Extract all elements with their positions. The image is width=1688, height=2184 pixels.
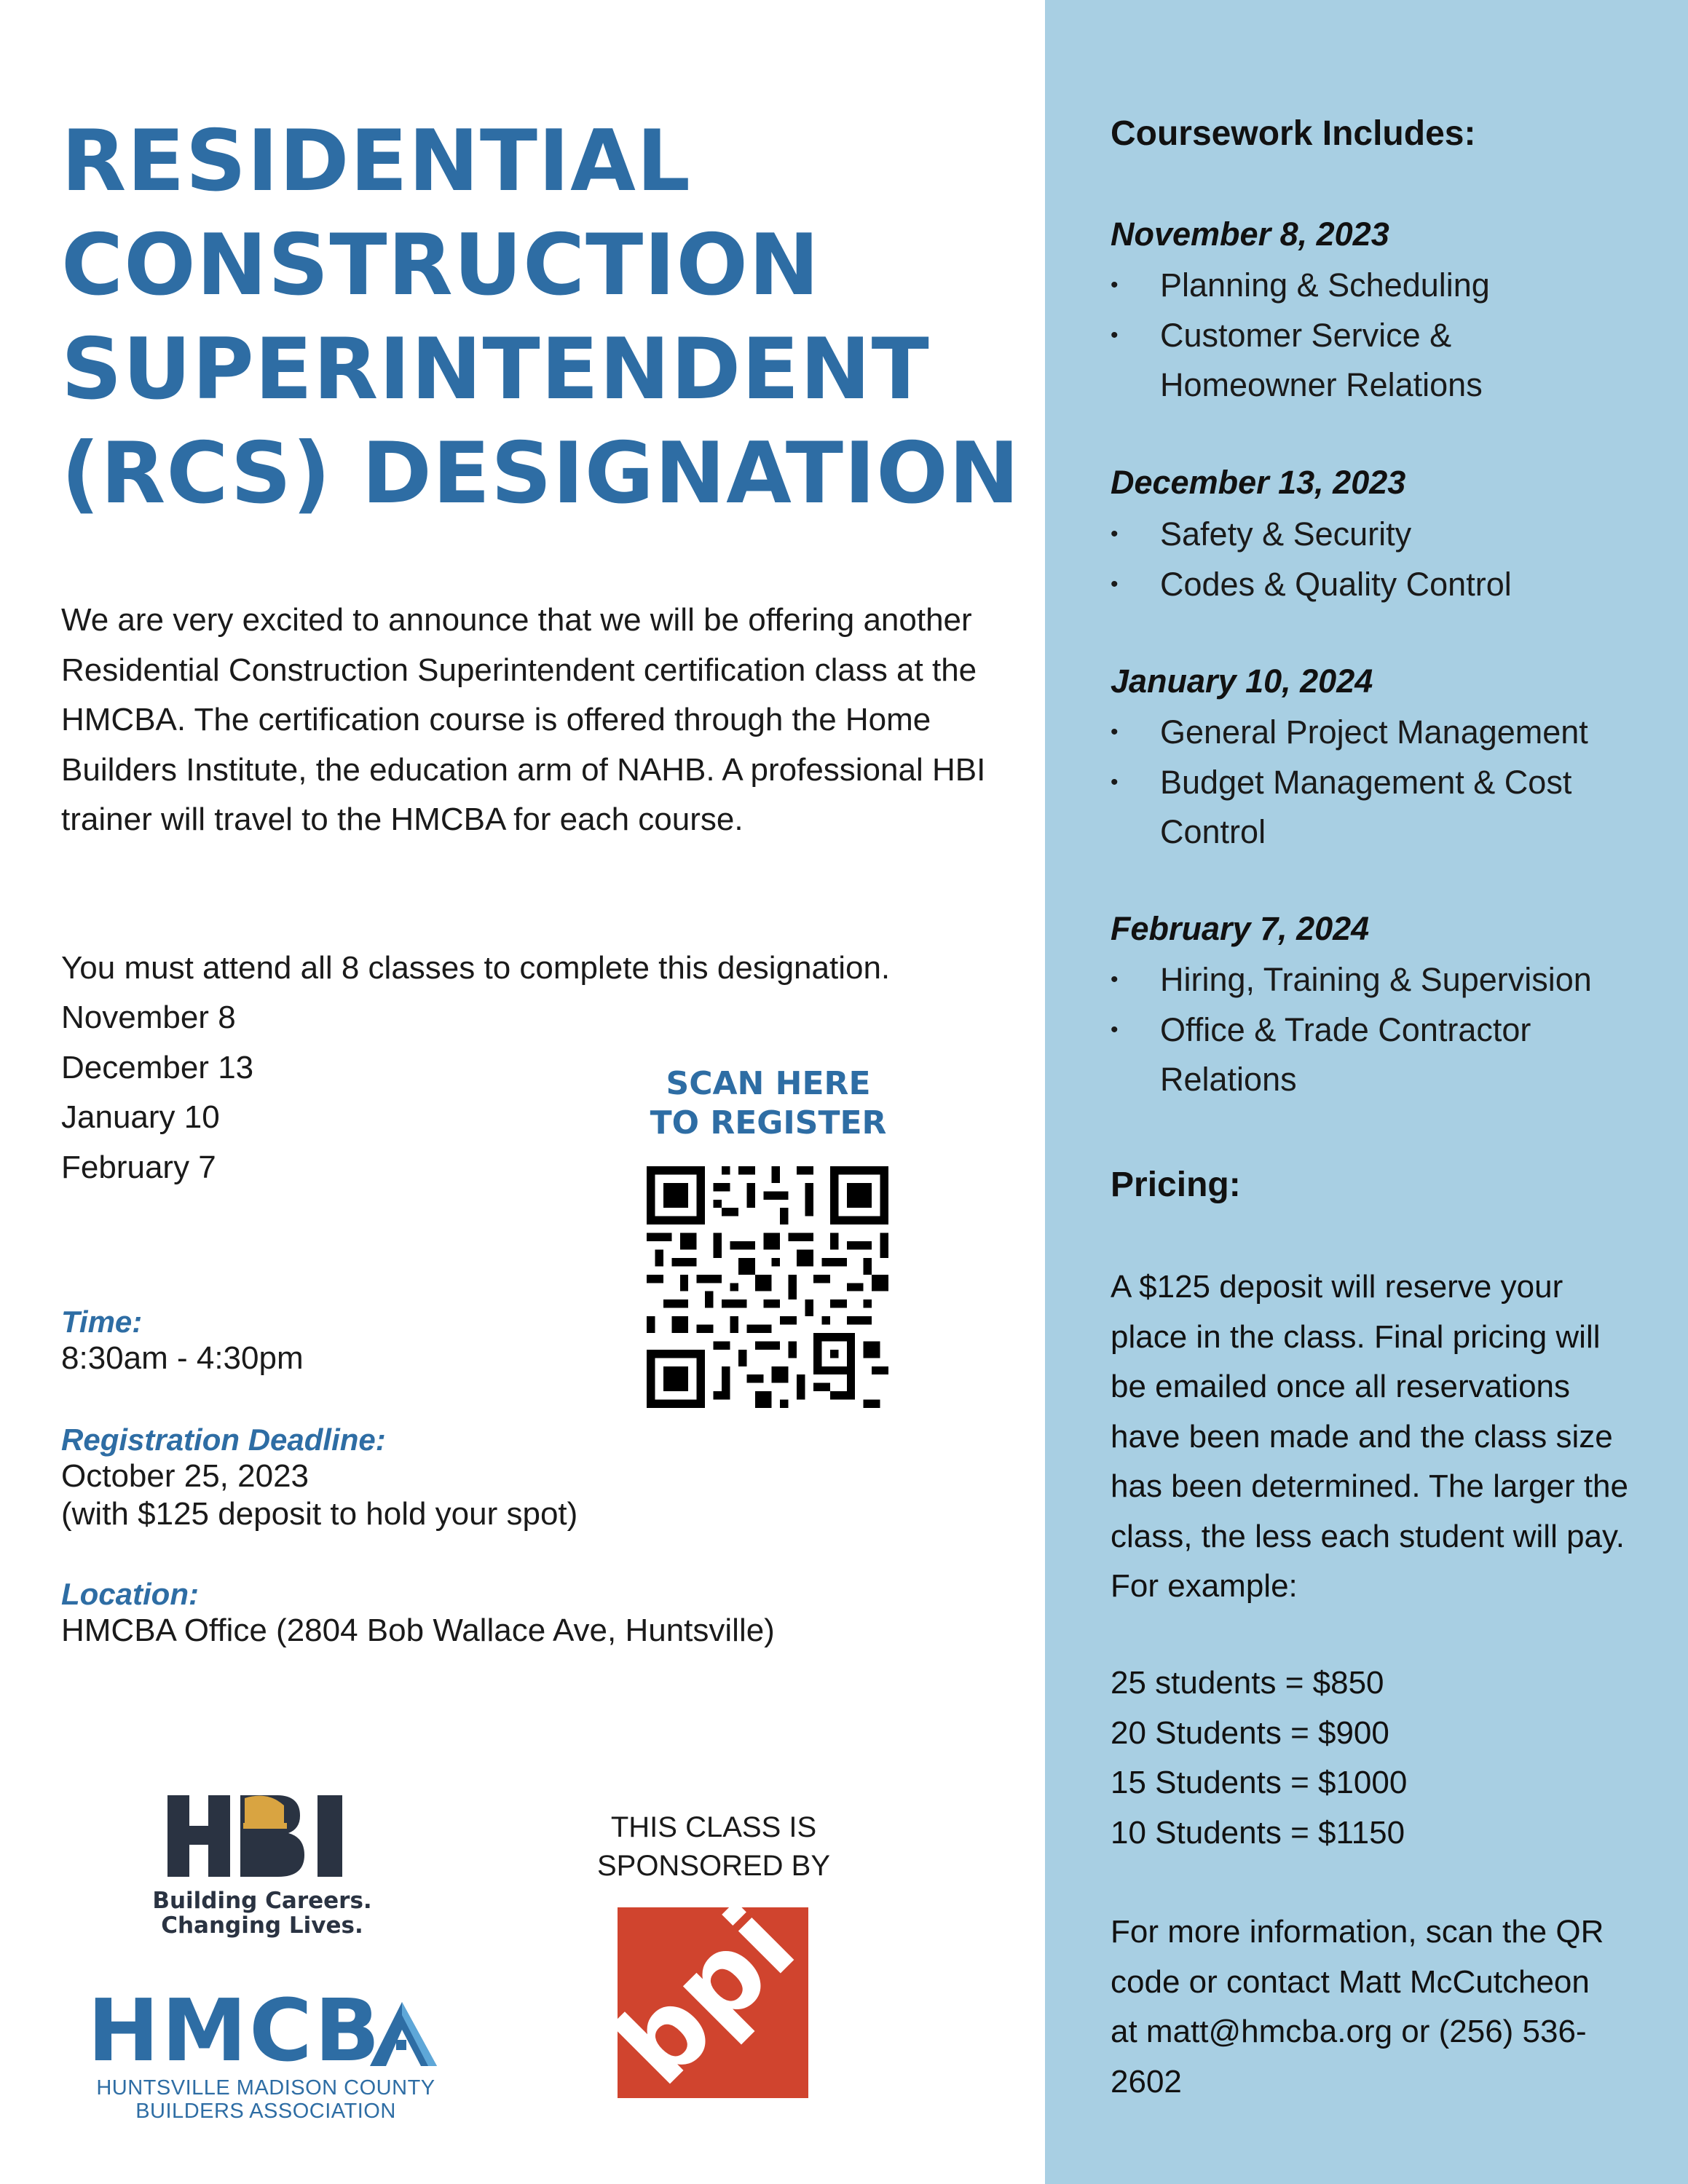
registration-qr-code[interactable] [647, 1166, 888, 1408]
deadline-label: Registration Deadline: [61, 1423, 386, 1457]
topic-item: • Safety & Security [1111, 510, 1620, 560]
topic-item: • Planning & Scheduling [1111, 261, 1620, 311]
pricing-description: A $125 deposit will reserve your place in the class. Final pricing will be emailed once all reservations have been made and the class size has been determined. The larger the class, the less each student will pay. For example: [1111, 1269, 1628, 1604]
class-date: December 13 [61, 1049, 254, 1085]
session-date: January 10, 2024 [1111, 662, 1373, 700]
sponsor-line: THIS CLASS IS [610, 1811, 817, 1843]
location-value: HMCBA Office (2804 Bob Wallace Ave, Huntsville) [61, 1613, 775, 1648]
title-line: (RCS) DESIGNATION [61, 424, 1020, 523]
class-date: November 8 [61, 1000, 236, 1035]
hbi-logo [167, 1791, 358, 1877]
bpi-logo-mark [592, 1882, 819, 2109]
bpi-sponsor-logo [592, 1882, 819, 2109]
scan-to-register-label [626, 1064, 910, 1143]
class-date: February 7 [61, 1149, 216, 1185]
bpi-logo-text: bpi [592, 1882, 819, 2109]
hmcba-sub-line: BUILDERS ASSOCIATION [135, 2100, 396, 2123]
location-block [61, 1577, 775, 1650]
time-label: Time: [61, 1305, 143, 1339]
deadline-block [61, 1423, 577, 1533]
title-line: SUPERINTENDENT [61, 320, 930, 419]
location-label: Location: [61, 1577, 199, 1611]
time-block [61, 1305, 304, 1377]
session-topics [1111, 708, 1620, 858]
session-topics [1111, 510, 1620, 609]
topic-item: • General Project Management [1111, 708, 1620, 758]
topic-item: • Office & Trade Contractor Relations [1111, 1005, 1562, 1105]
pricing-tier: 25 students = $850 [1111, 1665, 1384, 1701]
scan-line: TO REGISTER [650, 1104, 887, 1142]
scan-line: SCAN HERE [666, 1065, 871, 1102]
tagline-line: Building Careers. [152, 1888, 372, 1914]
contact-info: For more information, scan the QR code or contact Matt McCutcheon at matt@hmcba.org or (256) 536-2602 [1111, 1914, 1604, 2100]
pricing-tiers [1111, 1658, 1635, 1858]
pricing-tier: 20 Students = $900 [1111, 1714, 1389, 1751]
topic-item: • Customer Service & Homeowner Relations [1111, 311, 1504, 411]
sponsor-line: SPONSORED BY [596, 1850, 831, 1882]
topic-item: • Budget Management & Cost Control [1111, 758, 1577, 858]
attendance-requirement: You must attend all 8 classes to complete this designation. [61, 950, 891, 986]
title-line: RESIDENTIAL [61, 112, 691, 210]
session-topics [1111, 261, 1620, 411]
pricing-tier: 10 Students = $1150 [1111, 1814, 1405, 1851]
hbi-tagline [117, 1888, 408, 1938]
session-date: December 13, 2023 [1111, 464, 1406, 501]
page-title [61, 109, 1030, 526]
title-line: CONSTRUCTION [61, 216, 821, 314]
time-value: 8:30am - 4:30pm [61, 1340, 304, 1376]
topic-item: • Codes & Quality Control [1111, 560, 1620, 610]
session-date: November 8, 2023 [1111, 215, 1389, 253]
tagline-line: Changing Lives. [161, 1912, 363, 1939]
class-date: January 10 [61, 1099, 220, 1135]
coursework-heading: Coursework Includes: [1111, 114, 1476, 153]
topic-item: • Hiring, Training & Supervision [1111, 955, 1620, 1005]
class-dates-list [61, 993, 253, 1192]
session-date: February 7, 2024 [1111, 910, 1370, 947]
hmcba-full-name [87, 2076, 444, 2123]
deadline-value: October 25, 2023 [61, 1458, 309, 1494]
sponsor-label [583, 1808, 845, 1886]
hmcba-logo: HMCB [87, 1980, 382, 2081]
hmcba-roof-icon [364, 1996, 444, 2069]
pricing-tier: 15 Students = $1000 [1111, 1765, 1408, 1800]
pricing-heading: Pricing: [1111, 1166, 1241, 1204]
intro-paragraph: We are very excited to announce that we will be offering another Residential Construction Superintendent certification class at the HMCBA. The certification course is offered through the Home Builders Institute, the education arm of NAHB. A professional HBI trainer will travel to the HMCBA for each course. [61, 602, 986, 837]
hmcba-sub-line: HUNTSVILLE MADISON COUNTY [96, 2076, 435, 2100]
deadline-note: (with $125 deposit to hold your spot) [61, 1496, 578, 1532]
session-topics [1111, 955, 1620, 1105]
